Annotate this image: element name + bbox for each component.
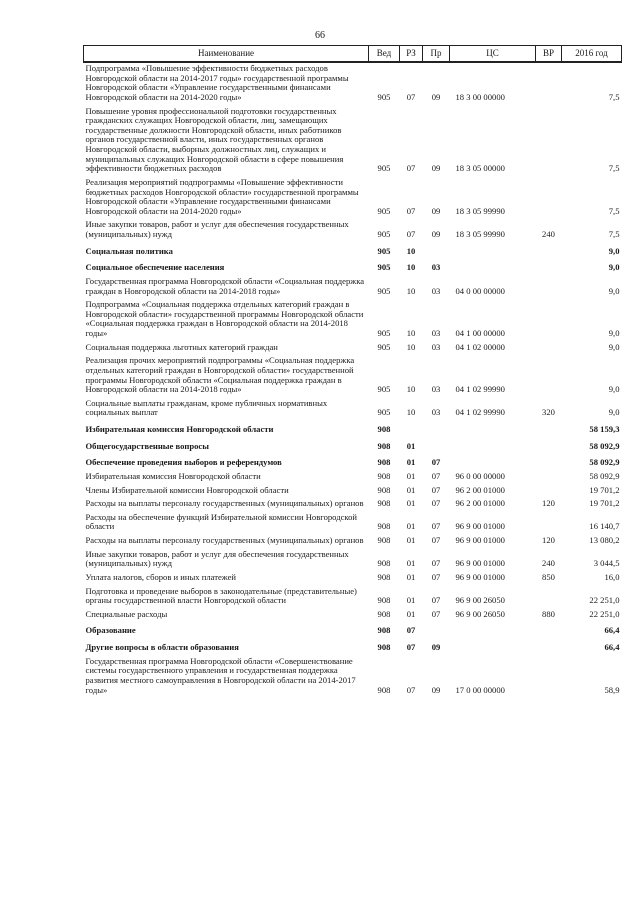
row-ved: 908	[377, 642, 391, 653]
row-name: Повышение уровня профессиональной подготовки государственных гражданских служащих Новгородской области, лиц, замещающих государственные должности Новгородской области, иных работников органов государственной власти, иных государственных органов Новгородской области, выборных должностных лиц, служащих и муниципальных служащих Новгородской области в сфере повышения эффективности бюджетных расходов	[85, 105, 344, 174]
row-ved: 905	[377, 163, 391, 174]
row-ved: 908	[377, 625, 391, 636]
table-header-row	[84, 46, 622, 63]
row-name: Общегосударственные вопросы	[85, 440, 209, 451]
table-row	[84, 398, 622, 421]
row-vr	[536, 177, 562, 220]
row-cs: 04 1 00 00000	[455, 328, 505, 339]
row-vr: 120	[542, 535, 555, 546]
table-row	[84, 512, 622, 535]
row-cs: 96 9 00 26050	[455, 608, 505, 619]
table-row	[84, 62, 622, 106]
table-row	[84, 485, 622, 499]
row-vr	[536, 454, 562, 471]
row-rz: 01	[406, 521, 416, 532]
table-row	[84, 609, 622, 623]
row-amount: 9,0	[608, 262, 620, 273]
row-amount: 22 251,0	[589, 595, 620, 606]
row-cs: 18 3 05 99990	[455, 229, 505, 240]
row-pr: 09	[431, 91, 441, 102]
row-vr: 850	[542, 571, 555, 582]
row-pr	[423, 622, 450, 639]
table-row	[84, 342, 622, 356]
row-cs: 96 9 00 26050	[455, 595, 505, 606]
row-pr	[423, 243, 450, 260]
row-name: Образование	[85, 625, 136, 636]
row-ved: 908	[377, 558, 391, 569]
table-row	[84, 421, 622, 438]
row-pr	[423, 438, 450, 455]
row-amount: 58 092,9	[589, 457, 620, 468]
row-vr: 880	[542, 608, 555, 619]
table-row	[84, 656, 622, 699]
row-cs	[450, 421, 536, 438]
row-rz: 07	[406, 625, 416, 636]
row-rz: 10	[406, 245, 416, 256]
row-amount: 9,0	[608, 407, 620, 418]
row-cs: 96 2 00 01000	[455, 498, 505, 509]
row-rz: 10	[406, 328, 416, 339]
row-pr: 03	[431, 262, 441, 273]
row-amount: 3 044,5	[593, 558, 620, 569]
row-pr: 03	[431, 328, 441, 339]
table-row	[84, 454, 622, 471]
row-amount: 7,5	[608, 91, 620, 102]
row-name: Государственная программа Новгородской области «Социальная поддержка граждан в Новгородской области на 2014-2018 годы»	[85, 275, 365, 296]
row-pr	[423, 421, 450, 438]
row-amount: 16,0	[604, 571, 620, 582]
row-rz: 07	[406, 229, 416, 240]
row-ved: 908	[377, 595, 391, 606]
row-name: Члены Избирательной комиссии Новгородской области	[85, 484, 289, 495]
row-cs	[450, 243, 536, 260]
row-ved: 905	[377, 262, 391, 273]
row-pr: 07	[431, 571, 441, 582]
row-ved: 908	[377, 684, 391, 695]
row-pr: 03	[431, 341, 441, 352]
row-amount: 66,4	[604, 625, 620, 636]
row-ved: 905	[377, 245, 391, 256]
table-row	[84, 549, 622, 572]
row-vr: 320	[542, 407, 555, 418]
table-row	[84, 177, 622, 220]
row-ved: 908	[377, 608, 391, 619]
row-rz: 07	[406, 163, 416, 174]
row-amount: 66,4	[604, 642, 620, 653]
row-vr: 240	[542, 229, 555, 240]
row-ved: 908	[377, 484, 391, 495]
row-name: Другие вопросы в области образования	[85, 642, 239, 653]
row-ved: 908	[377, 440, 391, 451]
row-name: Социальная поддержка льготных категорий граждан	[85, 341, 278, 352]
row-cs: 17 0 00 00000	[455, 684, 505, 695]
row-rz: 07	[406, 205, 416, 216]
row-rz: 01	[406, 457, 416, 468]
row-amount: 9,0	[608, 328, 620, 339]
row-cs	[450, 454, 536, 471]
row-vr	[536, 259, 562, 276]
row-name: Иные закупки товаров, работ и услуг для обеспечения государственных (муниципальных) нужд	[85, 219, 349, 240]
table-row	[84, 535, 622, 549]
row-pr: 09	[431, 163, 441, 174]
table-row	[84, 498, 622, 512]
row-vr	[536, 355, 562, 398]
header-ved: Вед	[369, 46, 400, 63]
row-cs	[450, 259, 536, 276]
row-pr: 09	[431, 229, 441, 240]
row-pr: 07	[431, 608, 441, 619]
row-rz: 01	[406, 608, 416, 619]
row-pr: 07	[431, 484, 441, 495]
row-ved: 908	[377, 571, 391, 582]
row-name: Избирательная комиссия Новгородской области	[85, 470, 261, 481]
row-pr: 09	[431, 205, 441, 216]
row-vr	[536, 106, 562, 177]
row-rz: 10	[406, 262, 416, 273]
row-cs: 96 2 00 01000	[455, 484, 505, 495]
row-vr	[536, 622, 562, 639]
row-name: Подготовка и проведение выборов в законодательные (представительные) органы государственной власти Новгородской области	[85, 585, 357, 606]
row-pr: 03	[431, 407, 441, 418]
row-name: Уплата налогов, сборов и иных платежей	[85, 571, 237, 582]
row-cs	[450, 639, 536, 656]
table-row	[84, 586, 622, 609]
row-amount: 7,5	[608, 205, 620, 216]
budget-table	[83, 45, 622, 698]
row-amount: 22 251,0	[589, 608, 620, 619]
row-name: Подпрограмма «Социальная поддержка отдельных категорий граждан в Новгородской области» государственной программы Новгородской области «Социальная поддержка граждан в Новгородской области на 2014-2018 годы»	[85, 299, 364, 339]
row-ved: 908	[377, 498, 391, 509]
row-name: Реализация мероприятий подпрограммы «Повышение эффективности бюджетных расходов Новгородской области» государственной программы Новгородской области «Управление государственными финансами Новгородской области на 2014-2020 годы»	[85, 176, 359, 216]
row-amount: 7,5	[608, 229, 620, 240]
row-amount: 13 080,2	[589, 535, 620, 546]
row-pr: 07	[431, 535, 441, 546]
row-amount: 58,9	[604, 684, 620, 695]
row-name: Специальные расходы	[85, 608, 168, 619]
row-name: Реализация прочих мероприятий подпрограммы «Социальная поддержка отдельных категорий граждан в Новгородской области» государственной программы Новгородской области «Социальная поддержка граждан в Новгородской области на 2014-2018 годы»	[85, 355, 355, 395]
row-rz: 01	[406, 498, 416, 509]
row-pr: 07	[431, 470, 441, 481]
row-amount: 9,0	[608, 384, 620, 395]
row-cs: 04 1 02 00000	[455, 341, 505, 352]
row-vr	[536, 656, 562, 699]
row-rz: 10	[406, 384, 416, 395]
row-cs: 18 3 05 99990	[455, 205, 505, 216]
row-ved: 908	[377, 535, 391, 546]
row-amount: 9,0	[608, 285, 620, 296]
row-ved: 908	[377, 424, 391, 435]
row-name: Социальная политика	[85, 245, 173, 256]
row-name: Избирательная комиссия Новгородской области	[85, 424, 274, 435]
row-vr	[536, 471, 562, 485]
row-rz: 01	[406, 484, 416, 495]
row-name: Расходы на выплаты персоналу государственных (муниципальных) органов	[85, 535, 364, 546]
row-vr: 240	[542, 558, 555, 569]
row-pr: 09	[431, 642, 441, 653]
row-cs: 04 1 02 99990	[455, 407, 505, 418]
table-row	[84, 299, 622, 342]
row-rz: 01	[406, 595, 416, 606]
row-rz: 07	[406, 91, 416, 102]
row-amount: 9,0	[608, 245, 620, 256]
page-number: 66	[315, 30, 325, 41]
row-rz: 01	[406, 558, 416, 569]
row-cs	[450, 622, 536, 639]
table-body	[84, 62, 622, 698]
row-pr: 03	[431, 384, 441, 395]
row-name: Расходы на выплаты персоналу государственных (муниципальных) органов	[85, 498, 364, 509]
row-amount: 7,5	[608, 163, 620, 174]
row-cs: 96 9 00 01000	[455, 535, 505, 546]
row-pr: 03	[431, 285, 441, 296]
table-row	[84, 219, 622, 242]
row-rz	[400, 421, 423, 438]
row-ved: 905	[377, 407, 391, 418]
row-pr: 07	[431, 595, 441, 606]
row-cs: 18 3 00 00000	[455, 91, 505, 102]
table-row	[84, 572, 622, 586]
row-pr: 07	[431, 521, 441, 532]
header-rz: РЗ	[400, 46, 423, 63]
row-ved: 905	[377, 341, 391, 352]
row-amount: 19 701,2	[589, 498, 620, 509]
row-vr	[536, 342, 562, 356]
header-cs: ЦС	[450, 46, 536, 63]
row-cs: 04 0 00 00000	[455, 285, 505, 296]
header-pr: Пр	[423, 46, 450, 63]
row-name: Социальное обеспечение населения	[85, 262, 225, 273]
row-pr: 07	[431, 558, 441, 569]
row-cs: 96 9 00 01000	[455, 558, 505, 569]
row-vr	[536, 485, 562, 499]
row-amount: 9,0	[608, 341, 620, 352]
header-year: 2016 год	[562, 46, 622, 63]
row-vr	[536, 586, 562, 609]
row-vr	[536, 639, 562, 656]
row-pr: 07	[431, 457, 441, 468]
row-vr	[536, 438, 562, 455]
row-amount: 19 701,2	[589, 484, 620, 495]
row-ved: 905	[377, 328, 391, 339]
row-rz: 01	[406, 571, 416, 582]
row-pr: 07	[431, 498, 441, 509]
row-ved: 905	[377, 91, 391, 102]
row-amount: 58 092,9	[589, 470, 620, 481]
row-ved: 905	[377, 384, 391, 395]
row-rz: 01	[406, 470, 416, 481]
table-row	[84, 276, 622, 299]
row-name: Социальные выплаты гражданам, кроме публичных нормативных социальных выплат	[85, 397, 328, 418]
table-row	[84, 243, 622, 260]
row-rz: 10	[406, 407, 416, 418]
row-rz: 10	[406, 285, 416, 296]
row-vr	[536, 512, 562, 535]
row-rz: 01	[406, 535, 416, 546]
table-row	[84, 471, 622, 485]
row-ved: 905	[377, 205, 391, 216]
row-ved: 908	[377, 457, 391, 468]
row-ved: 905	[377, 229, 391, 240]
row-ved: 905	[377, 285, 391, 296]
row-vr: 120	[542, 498, 555, 509]
row-pr: 09	[431, 684, 441, 695]
table-row	[84, 622, 622, 639]
row-cs: 04 1 02 99990	[455, 384, 505, 395]
row-vr	[536, 276, 562, 299]
row-vr	[536, 62, 562, 106]
row-name: Государственная программа Новгородской области «Совершенствование системы государственного управления и государственная поддержка развития местного самоуправления в Новгородской области на 2014-2017 годы»	[85, 655, 356, 695]
row-cs: 96 0 00 00000	[455, 470, 505, 481]
table-row	[84, 438, 622, 455]
row-name: Расходы на обеспечение функций Избирательной комиссии Новгородской области	[85, 511, 358, 532]
row-rz: 07	[406, 642, 416, 653]
row-name: Иные закупки товаров, работ и услуг для обеспечения государственных (муниципальных) нужд	[85, 548, 349, 569]
table-row	[84, 259, 622, 276]
header-vr: ВР	[536, 46, 562, 63]
row-vr	[536, 243, 562, 260]
row-amount: 58 159,3	[589, 424, 620, 435]
row-rz: 07	[406, 684, 416, 695]
row-cs	[450, 438, 536, 455]
row-vr	[536, 421, 562, 438]
header-name: Наименование	[84, 46, 369, 63]
row-rz: 10	[406, 341, 416, 352]
table-row	[84, 639, 622, 656]
row-cs: 18 3 05 00000	[455, 163, 505, 174]
row-rz: 01	[406, 440, 416, 451]
row-amount: 58 092,9	[589, 440, 620, 451]
row-name: Подпрограмма «Повышение эффективности бюджетных расходов Новгородской области на 2014-2017 годы» государственной программы Новгородской области «Управление государственными финансами Новгородской области на 2014-2020 годы»	[85, 63, 349, 102]
row-cs: 96 9 00 01000	[455, 521, 505, 532]
row-vr	[536, 299, 562, 342]
table-row	[84, 355, 622, 398]
row-cs: 96 9 00 01000	[455, 571, 505, 582]
row-name: Обеспечение проведения выборов и референдумов	[85, 457, 282, 468]
row-amount: 16 140,7	[589, 521, 620, 532]
row-ved: 908	[377, 470, 391, 481]
table-row	[84, 106, 622, 177]
row-ved: 908	[377, 521, 391, 532]
